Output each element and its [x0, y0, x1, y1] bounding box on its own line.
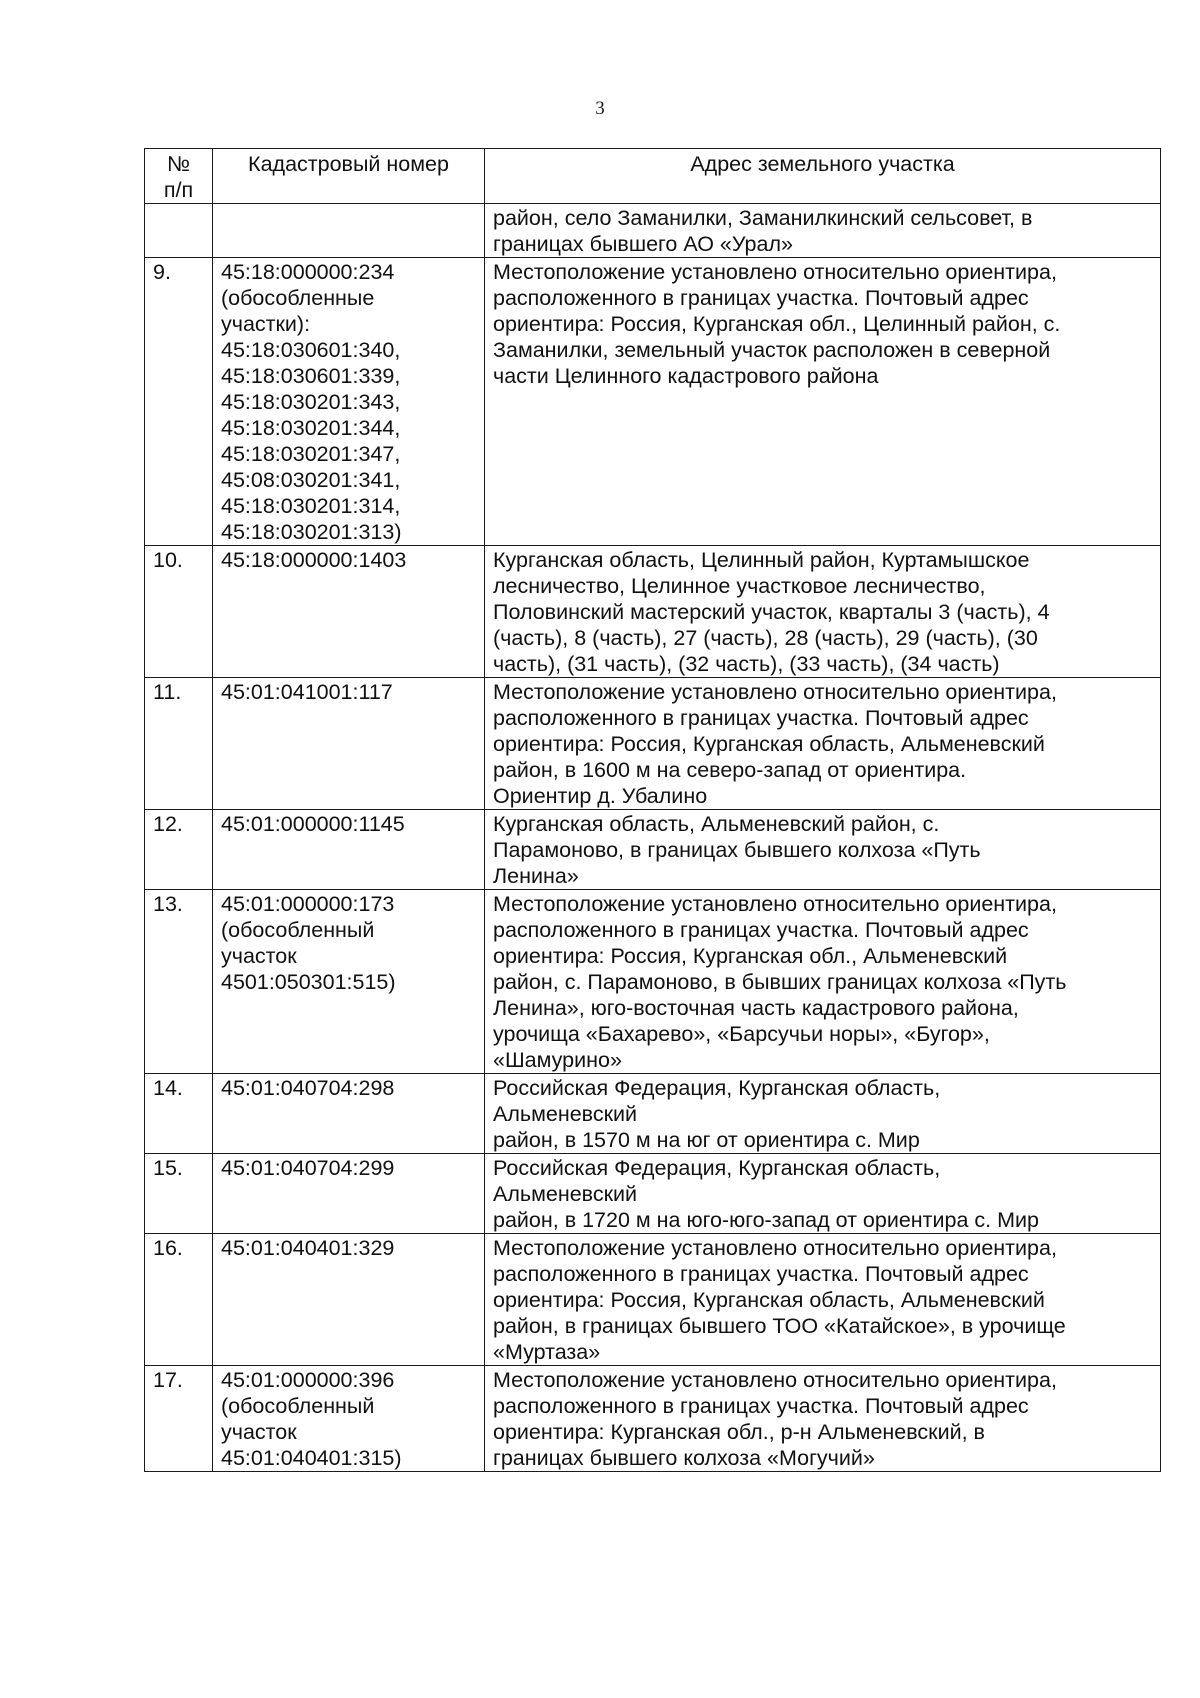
parcel-address-cell: [485, 1234, 1161, 1366]
parcel-address-line: Курганская область, Альменевский район, с.: [493, 812, 940, 836]
table-body: [145, 204, 1161, 1472]
parcel-address-line: ориентира: Россия, Курганская область, Альменевский: [493, 1288, 1045, 1312]
parcel-address-cell: [485, 1074, 1161, 1154]
row-number-cell: 12.: [145, 810, 213, 890]
cadastral-number-line: 45:18:030201:313): [221, 520, 402, 544]
parcel-address-line: Российская Федерация, Курганская область,: [493, 1156, 941, 1180]
parcel-address-line: Местоположение установлено относительно ориентира,: [493, 260, 1057, 284]
row-number-cell: 15.: [145, 1154, 213, 1234]
header-row: [145, 149, 1161, 204]
cadastral-number-line: 45:01:000000:173: [221, 892, 395, 916]
parcel-address-cell: [485, 546, 1161, 678]
parcel-address-line: Курганская область, Целинный район, Куртамышское: [493, 548, 1030, 572]
parcel-address-cell: [485, 810, 1161, 890]
parcel-address-line: ориентира: Курганская обл., р-н Альменевский, в: [493, 1420, 985, 1444]
header-parcel-address: Адрес земельного участка: [485, 149, 1161, 204]
cadastral-number-cell: [213, 1234, 485, 1366]
table-row: [145, 1074, 1161, 1154]
cadastral-number-line: 45:18:030201:347,: [221, 442, 401, 466]
cadastral-number-line: 45:01:000000:396: [221, 1368, 395, 1392]
parcel-address-line: Половинский мастерский участок, кварталы 3 (часть), 4: [493, 600, 1050, 624]
header-number-line-2: п/п: [163, 178, 194, 202]
parcel-address-line: Заманилки, земельный участок расположен в северной: [493, 338, 1051, 362]
cadastral-number-line: 4501:050301:515): [221, 970, 396, 994]
row-number-cell: 13.: [145, 890, 213, 1074]
cadastral-number-line: 45:01:000000:1145: [221, 812, 405, 836]
parcel-address-line: расположенного в границах участка. Почтовый адрес: [493, 1262, 1029, 1286]
parcel-address-line: границах бывшего АО «Урал»: [493, 232, 793, 256]
cadastral-number-cell: [213, 1074, 485, 1154]
cadastral-number-cell: [213, 204, 485, 258]
parcel-address-line: Альменевский: [493, 1182, 638, 1206]
cadastral-number-line: 45:01:040704:299: [221, 1156, 395, 1180]
table-row: [145, 1234, 1161, 1366]
parcel-address-cell: [485, 1154, 1161, 1234]
cadastral-number-cell: [213, 810, 485, 890]
parcel-address-cell: [485, 258, 1161, 546]
table-row: [145, 810, 1161, 890]
parcel-address-line: расположенного в границах участка. Почтовый адрес: [493, 286, 1029, 310]
parcel-address-line: части Целинного кадастрового района: [493, 364, 879, 388]
parcel-address-line: Местоположение установлено относительно ориентира,: [493, 892, 1057, 916]
parcel-address-line: район, в 1720 м на юго-юго-запад от ориентира с. Мир: [493, 1208, 1039, 1232]
cadastral-number-line: (обособленный: [221, 1394, 375, 1418]
row-number-cell: 14.: [145, 1074, 213, 1154]
cadastral-number-line: 45:01:040704:298: [221, 1076, 395, 1100]
table-row: [145, 546, 1161, 678]
cadastral-number-cell: [213, 546, 485, 678]
cadastral-number-line: участки):: [221, 312, 311, 336]
parcel-address-cell: [485, 890, 1161, 1074]
row-number-cell: 11.: [145, 678, 213, 810]
parcel-address-line: район, в 1600 м на северо-запад от ориентира.: [493, 758, 967, 782]
header-number-line-1: №: [166, 152, 191, 176]
parcel-address-line: район, в 1570 м на юг от ориентира с. Мир: [493, 1128, 920, 1152]
cadastral-number-cell: [213, 678, 485, 810]
parcel-address-line: (часть), 8 (часть), 27 (часть), 28 (часть), 29 (часть), (30: [493, 626, 1038, 650]
parcel-address-line: Местоположение установлено относительно ориентира,: [493, 680, 1057, 704]
parcel-address-cell: [485, 678, 1161, 810]
parcel-address-line: Ленина», юго-восточная часть кадастрового района,: [493, 996, 1019, 1020]
parcel-address-line: район, село Заманилки, Заманилкинский сельсовет, в: [493, 206, 1033, 230]
parcel-address-line: Ленина»: [493, 864, 579, 888]
parcel-address-line: Российская Федерация, Курганская область,: [493, 1076, 941, 1100]
parcel-address-line: «Муртаза»: [493, 1340, 601, 1364]
parcel-address-line: часть), (31 часть), (32 часть), (33 часть), (34 часть): [493, 652, 1000, 676]
parcel-address-line: расположенного в границах участка. Почтовый адрес: [493, 1394, 1029, 1418]
page-number: 3: [595, 98, 605, 119]
header-cadastral-number: Кадастровый номер: [213, 149, 485, 204]
parcel-address-line: ориентира: Россия, Курганская обл., Целинный район, с.: [493, 312, 1061, 336]
table-header: [145, 149, 1161, 204]
parcel-address-cell: [485, 1366, 1161, 1472]
cadastral-number-line: 45:18:030601:340,: [221, 338, 401, 362]
parcel-address-line: Ориентир д. Убалино: [493, 784, 708, 808]
parcel-address-line: границах бывшего колхоза «Могучий»: [493, 1446, 875, 1470]
table-row: [145, 1154, 1161, 1234]
cadastral-number-line: 45:01:041001:117: [221, 680, 393, 704]
cadastral-number-line: 45:18:030201:343,: [221, 390, 401, 414]
cadastral-number-line: 45:18:000000:234: [221, 260, 395, 284]
parcel-address-cell: [485, 204, 1161, 258]
cadastral-number-line: 45:01:040401:329: [221, 1236, 395, 1260]
cadastral-number-line: участок: [221, 1420, 297, 1444]
parcel-address-line: ориентира: Россия, Курганская обл., Альменевский: [493, 944, 1008, 968]
row-number-cell: 9.: [145, 258, 213, 546]
cadastral-number-line: участок: [221, 944, 297, 968]
cadastral-number-line: 45:18:030601:339,: [221, 364, 401, 388]
land-parcels-table: [144, 148, 1161, 1472]
table-row: [145, 678, 1161, 810]
row-number-cell: 17.: [145, 1366, 213, 1472]
parcel-address-line: Местоположение установлено относительно ориентира,: [493, 1368, 1057, 1392]
parcel-address-line: район, в границах бывшего ТОО «Катайское», в урочище: [493, 1314, 1066, 1338]
cadastral-number-line: (обособленные: [221, 286, 375, 310]
parcel-address-line: расположенного в границах участка. Почтовый адрес: [493, 918, 1029, 942]
cadastral-number-cell: [213, 890, 485, 1074]
parcel-address-line: Альменевский: [493, 1102, 638, 1126]
table-row: [145, 890, 1161, 1074]
parcel-address-line: район, с. Парамоново, в бывших границах колхоза «Путь: [493, 970, 1067, 994]
cadastral-number-line: 45:18:030201:344,: [221, 416, 401, 440]
row-number-cell: [145, 204, 213, 258]
parcel-address-line: расположенного в границах участка. Почтовый адрес: [493, 706, 1029, 730]
row-number-cell: 16.: [145, 1234, 213, 1366]
parcel-address-line: лесничество, Целинное участковое лесничество,: [493, 574, 986, 598]
parcel-address-line: Парамоново, в границах бывшего колхоза «Путь: [493, 838, 981, 862]
table-row: [145, 258, 1161, 546]
cadastral-number-line: (обособленный: [221, 918, 375, 942]
parcel-address-line: урочища «Бахарево», «Барсучьи норы», «Бугор»,: [493, 1022, 990, 1046]
cadastral-number-line: 45:01:040401:315): [221, 1446, 402, 1470]
cadastral-number-cell: [213, 1154, 485, 1234]
cadastral-number-line: 45:08:030201:341,: [221, 468, 401, 492]
cadastral-number-line: 45:18:030201:314,: [221, 494, 401, 518]
parcel-address-line: Местоположение установлено относительно ориентира,: [493, 1236, 1057, 1260]
row-number-cell: 10.: [145, 546, 213, 678]
cadastral-number-cell: [213, 1366, 485, 1472]
header-number: [145, 149, 213, 204]
parcel-address-line: ориентира: Россия, Курганская область, Альменевский: [493, 732, 1045, 756]
parcel-address-line: «Шамурино»: [493, 1048, 622, 1072]
cadastral-number-cell: [213, 258, 485, 546]
table-row: [145, 1366, 1161, 1472]
cadastral-number-line: 45:18:000000:1403: [221, 548, 407, 572]
table-row: [145, 204, 1161, 258]
